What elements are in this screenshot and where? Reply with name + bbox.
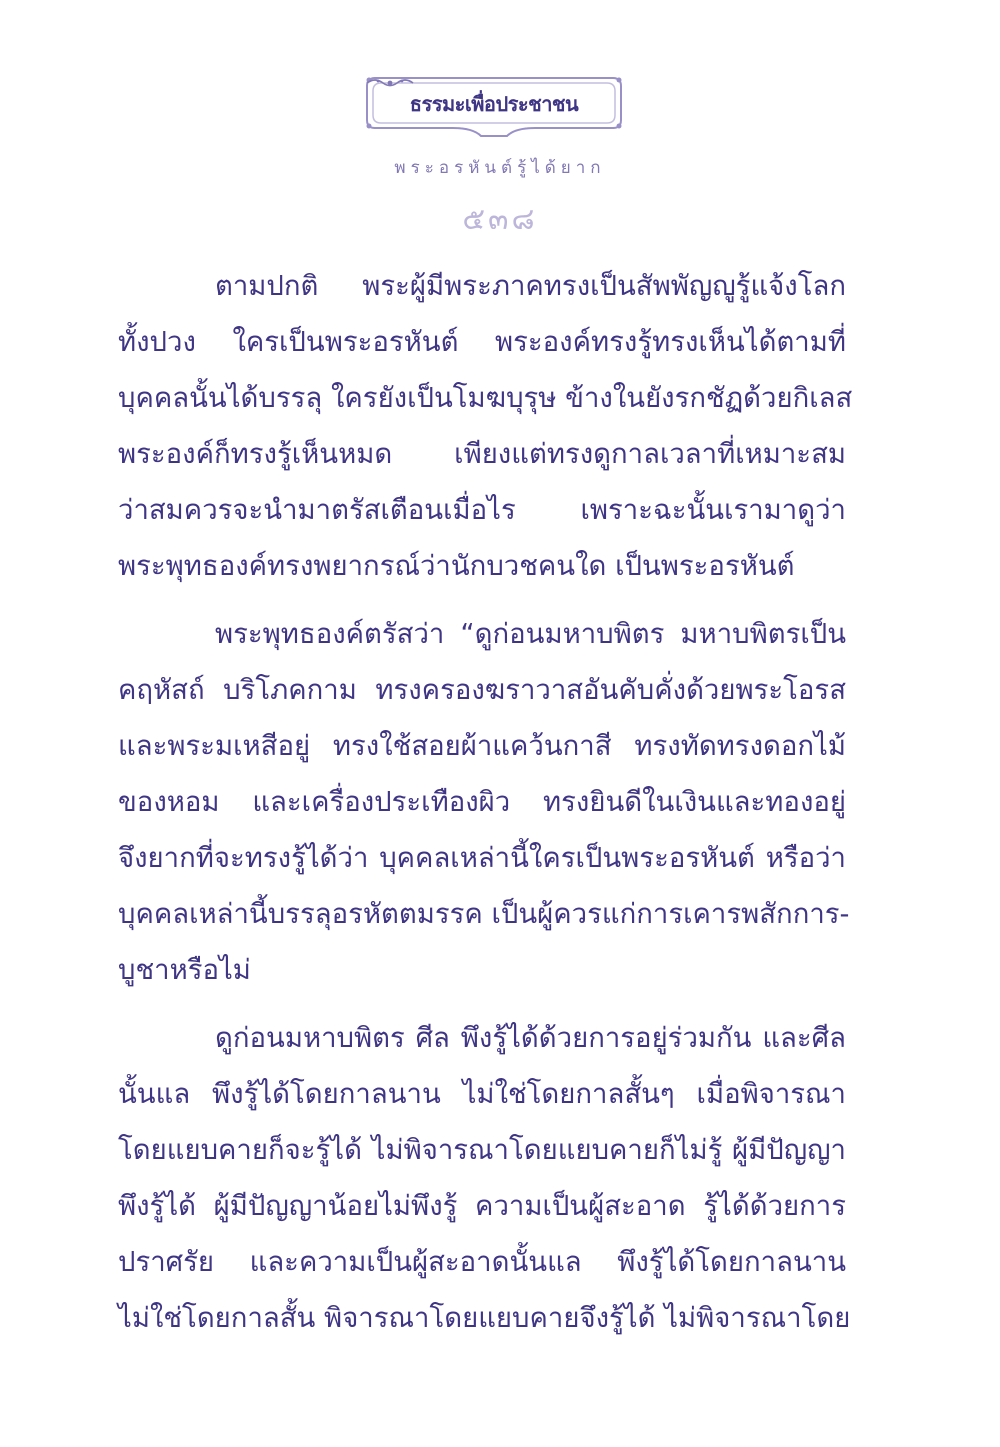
- text-line: ปราศรัย และความเป็นผู้สะอาดนั้นแล พึงรู้ได้โดยกาลนาน: [118, 1246, 846, 1278]
- body-text: [118, 258, 853, 1358]
- text-line: นั้นแล พึงรู้ได้โดยกาลนาน ไม่ใช่โดยกาลสั้นๆ เมื่อพิจารณา: [118, 1078, 846, 1110]
- paragraph-2: [118, 606, 850, 998]
- text-line: ว่าสมควรจะนำมาตรัสเตือนเมื่อไร เพราะฉะนั้นเรามาดูว่า: [118, 494, 846, 526]
- text-line: และพระมเหสีอยู่ ทรงใช้สอยผ้าแคว้นกาสี ทรงทัดทรงดอกไม้: [118, 730, 846, 762]
- text-line: ทั้งปวง ใครเป็นพระอรหันต์ พระองค์ทรงรู้ทรงเห็นได้ตามที่: [118, 326, 846, 358]
- text-line: จึงยากที่จะทรงรู้ได้ว่า บุคคลเหล่านี้ใครเป็นพระอรหันต์ หรือว่า: [118, 842, 846, 874]
- text-line: พระพุทธองค์ทรงพยากรณ์ว่านักบวชคนใด เป็นพระอรหันต์: [118, 550, 795, 582]
- text-line: บุคคลนั้นได้บรรลุ ใครยังเป็นโมฆบุรุษ ข้างในยังรกชัฏด้วยกิเลส: [118, 382, 853, 414]
- text-line: ไม่ใช่โดยกาลสั้น พิจารณาโดยแยบคายจึงรู้ได้ ไม่พิจารณาโดย: [118, 1302, 851, 1334]
- text-line: บูชาหรือไม่: [118, 954, 251, 986]
- text-line: พระพุทธองค์ตรัสว่า “ดูก่อนมหาบพิตร มหาบพิตรเป็น: [215, 618, 846, 650]
- emblem-title: ธรรมะเพื่อประชาชน: [409, 92, 579, 116]
- chapter-subtitle: พระอรหันต์รู้ได้ยาก: [394, 158, 606, 178]
- text-line: พึงรู้ได้ ผู้มีปัญญาน้อยไม่พึงรู้ ความเป็นผู้สะอาด รู้ได้ด้วยการ: [118, 1190, 846, 1222]
- text-line: ตามปกติ พระผู้มีพระภาคทรงเป็นสัพพัญญูรู้แจ้งโลก: [215, 270, 846, 302]
- paragraph-3: [118, 1010, 851, 1346]
- text-line: โดยแยบคายก็จะรู้ได้ ไม่พิจารณาโดยแยบคายก็ไม่รู้ ผู้มีปัญญา: [118, 1134, 846, 1166]
- page-number: ๕๓๘: [462, 202, 538, 237]
- paragraph-1: [118, 258, 853, 594]
- ornament-icon: [365, 76, 415, 90]
- text-line: พระองค์ก็ทรงรู้เห็นหมด เพียงแต่ทรงดูกาลเวลาที่เหมาะสม: [118, 438, 846, 470]
- text-line: บุคคลเหล่านี้บรรลุอรหัตตมรรค เป็นผู้ควรแก่การเคารพสักการ-: [118, 898, 850, 930]
- text-line: ดูก่อนมหาบพิตร ศีล พึงรู้ได้ด้วยการอยู่ร่วมกัน และศีล: [215, 1022, 846, 1054]
- text-line: ของหอม และเครื่องประเทืองผิว ทรงยินดีในเงินและทองอยู่: [118, 786, 846, 818]
- emblem-logo: [365, 76, 623, 144]
- text-line: คฤหัสถ์ บริโภคกาม ทรงครองฆราวาสอันคับคั่งด้วยพระโอรส: [118, 674, 846, 706]
